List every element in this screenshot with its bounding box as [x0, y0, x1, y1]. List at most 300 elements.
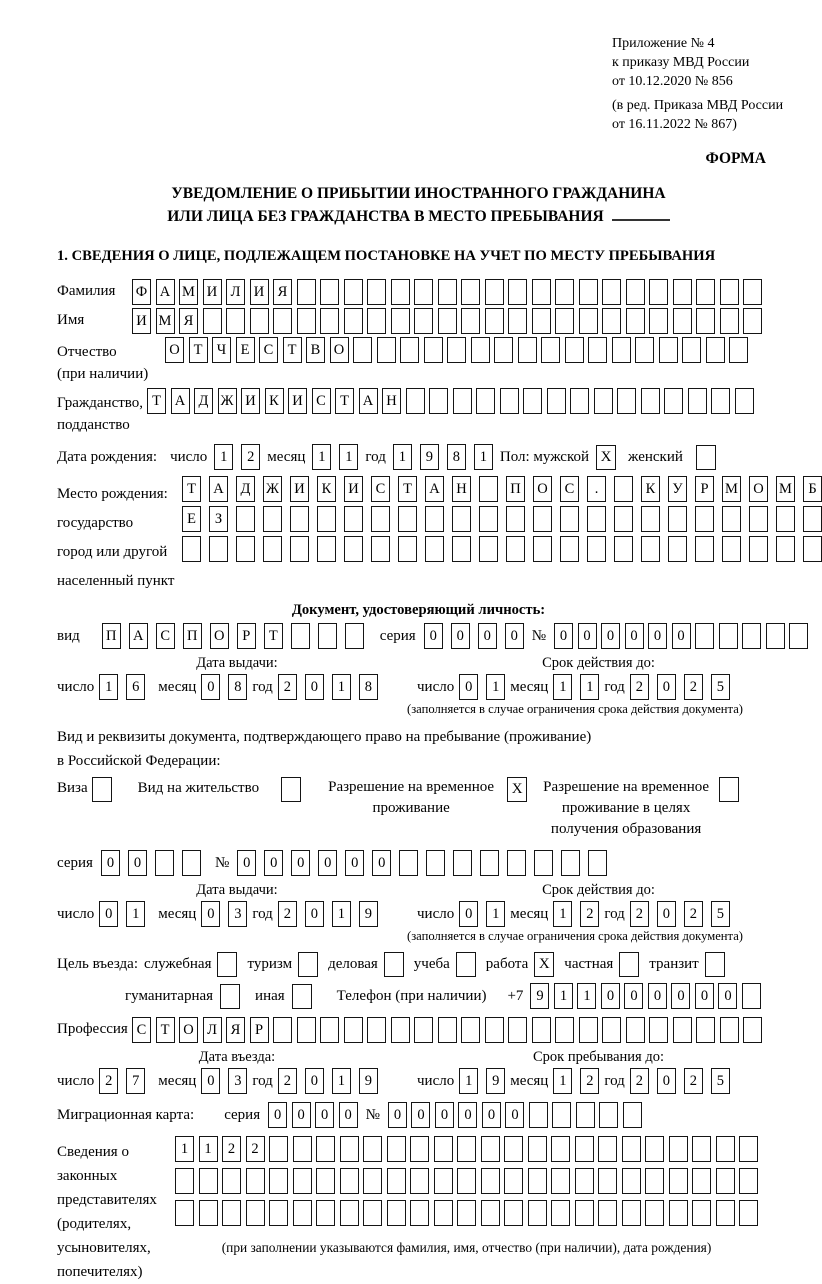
char-box[interactable]	[533, 506, 552, 532]
char-box[interactable]	[269, 1136, 288, 1162]
char-box[interactable]	[316, 1200, 335, 1226]
char-box[interactable]: Т	[147, 388, 166, 414]
char-box[interactable]: Д	[194, 388, 213, 414]
char-box[interactable]	[579, 1017, 598, 1043]
char-box[interactable]	[696, 279, 715, 305]
char-box[interactable]	[273, 1017, 292, 1043]
char-box[interactable]	[711, 388, 730, 414]
char-box[interactable]: 0	[451, 623, 470, 649]
char-box[interactable]	[461, 308, 480, 334]
char-box[interactable]: 0	[292, 1102, 311, 1128]
char-box[interactable]: 5	[711, 674, 730, 700]
char-box[interactable]: Н	[382, 388, 401, 414]
char-box[interactable]	[555, 279, 574, 305]
char-box[interactable]: 0	[505, 1102, 524, 1128]
char-box[interactable]	[387, 1136, 406, 1162]
char-box[interactable]	[320, 308, 339, 334]
char-box[interactable]: 1	[553, 1068, 572, 1094]
char-box[interactable]	[561, 850, 580, 876]
char-box[interactable]	[316, 1136, 335, 1162]
char-box[interactable]	[645, 1200, 664, 1226]
char-box[interactable]: 0	[345, 850, 364, 876]
char-box[interactable]	[434, 1136, 453, 1162]
char-box[interactable]	[344, 308, 363, 334]
char-box[interactable]	[695, 536, 714, 562]
char-box[interactable]: 1	[554, 983, 573, 1009]
char-box[interactable]: Л	[203, 1017, 222, 1043]
char-box[interactable]	[575, 1168, 594, 1194]
char-box[interactable]: 0	[601, 983, 620, 1009]
char-box[interactable]	[222, 1168, 241, 1194]
char-box[interactable]	[588, 850, 607, 876]
business-checkbox[interactable]	[384, 952, 404, 977]
char-box[interactable]	[340, 1136, 359, 1162]
char-box[interactable]	[367, 279, 386, 305]
char-box[interactable]	[391, 308, 410, 334]
char-box[interactable]	[479, 506, 498, 532]
char-box[interactable]	[410, 1168, 429, 1194]
char-box[interactable]: В	[306, 337, 325, 363]
char-box[interactable]: 1	[214, 444, 233, 470]
char-box[interactable]: И	[250, 279, 269, 305]
char-box[interactable]: Т	[335, 388, 354, 414]
char-box[interactable]	[485, 308, 504, 334]
char-box[interactable]	[668, 536, 687, 562]
char-box[interactable]: 1	[332, 674, 351, 700]
char-box[interactable]	[344, 536, 363, 562]
char-box[interactable]	[645, 1168, 664, 1194]
char-box[interactable]	[391, 279, 410, 305]
char-box[interactable]	[222, 1200, 241, 1226]
char-box[interactable]: 9	[420, 444, 439, 470]
char-box[interactable]	[622, 1136, 641, 1162]
char-box[interactable]	[614, 536, 633, 562]
char-box[interactable]	[209, 536, 228, 562]
char-box[interactable]	[500, 388, 519, 414]
char-box[interactable]	[587, 506, 606, 532]
char-box[interactable]: 1	[580, 674, 599, 700]
char-box[interactable]: 0	[672, 623, 691, 649]
char-box[interactable]	[623, 1102, 642, 1128]
char-box[interactable]: О	[210, 623, 229, 649]
char-box[interactable]: 0	[478, 623, 497, 649]
char-box[interactable]: Е	[236, 337, 255, 363]
char-box[interactable]	[626, 279, 645, 305]
char-box[interactable]	[528, 1200, 547, 1226]
char-box[interactable]	[226, 308, 245, 334]
char-box[interactable]	[438, 279, 457, 305]
char-box[interactable]	[317, 536, 336, 562]
char-box[interactable]	[555, 1017, 574, 1043]
char-box[interactable]	[695, 506, 714, 532]
char-box[interactable]	[481, 1168, 500, 1194]
char-box[interactable]	[803, 536, 822, 562]
char-box[interactable]: Ч	[212, 337, 231, 363]
char-box[interactable]: 0	[657, 901, 676, 927]
char-box[interactable]	[293, 1200, 312, 1226]
char-box[interactable]	[729, 337, 748, 363]
char-box[interactable]: Р	[250, 1017, 269, 1043]
char-box[interactable]: 2	[630, 1068, 649, 1094]
char-box[interactable]	[476, 388, 495, 414]
char-box[interactable]: 0	[305, 901, 324, 927]
char-box[interactable]: 0	[268, 1102, 287, 1128]
char-box[interactable]: Ж	[263, 476, 282, 502]
char-box[interactable]: 5	[711, 1068, 730, 1094]
char-box[interactable]	[340, 1200, 359, 1226]
char-box[interactable]: К	[317, 476, 336, 502]
char-box[interactable]: Т	[156, 1017, 175, 1043]
char-box[interactable]: М	[776, 476, 795, 502]
char-box[interactable]: А	[209, 476, 228, 502]
char-box[interactable]	[155, 850, 174, 876]
char-box[interactable]	[453, 388, 472, 414]
char-box[interactable]: М	[156, 308, 175, 334]
char-box[interactable]	[766, 623, 785, 649]
char-box[interactable]: 0	[291, 850, 310, 876]
char-box[interactable]	[641, 388, 660, 414]
study-checkbox[interactable]	[456, 952, 476, 977]
char-box[interactable]	[533, 536, 552, 562]
char-box[interactable]	[236, 506, 255, 532]
char-box[interactable]: К	[265, 388, 284, 414]
char-box[interactable]	[481, 1200, 500, 1226]
transit-checkbox[interactable]	[705, 952, 725, 977]
char-box[interactable]	[377, 337, 396, 363]
char-box[interactable]: 3	[228, 901, 247, 927]
char-box[interactable]	[175, 1168, 194, 1194]
char-box[interactable]: У	[668, 476, 687, 502]
char-box[interactable]: 2	[278, 674, 297, 700]
char-box[interactable]: 1	[175, 1136, 194, 1162]
char-box[interactable]	[716, 1136, 735, 1162]
char-box[interactable]	[199, 1200, 218, 1226]
char-box[interactable]	[175, 1200, 194, 1226]
char-box[interactable]	[290, 506, 309, 532]
char-box[interactable]	[673, 308, 692, 334]
char-box[interactable]: 1	[126, 901, 145, 927]
char-box[interactable]	[659, 337, 678, 363]
char-box[interactable]: А	[129, 623, 148, 649]
char-box[interactable]: 0	[459, 674, 478, 700]
char-box[interactable]: 2	[630, 901, 649, 927]
char-box[interactable]: 1	[393, 444, 412, 470]
char-box[interactable]	[414, 279, 433, 305]
char-box[interactable]	[551, 1200, 570, 1226]
char-box[interactable]	[649, 1017, 668, 1043]
char-box[interactable]: Т	[189, 337, 208, 363]
char-box[interactable]	[635, 337, 654, 363]
char-box[interactable]: 2	[222, 1136, 241, 1162]
char-box[interactable]	[602, 279, 621, 305]
char-box[interactable]	[438, 308, 457, 334]
char-box[interactable]: Я	[179, 308, 198, 334]
char-box[interactable]	[735, 388, 754, 414]
char-box[interactable]: 0	[657, 674, 676, 700]
char-box[interactable]	[626, 1017, 645, 1043]
char-box[interactable]	[297, 308, 316, 334]
char-box[interactable]: Т	[398, 476, 417, 502]
char-box[interactable]: 0	[339, 1102, 358, 1128]
char-box[interactable]	[579, 308, 598, 334]
char-box[interactable]: 7	[126, 1068, 145, 1094]
char-box[interactable]	[485, 1017, 504, 1043]
char-box[interactable]: А	[171, 388, 190, 414]
char-box[interactable]: 2	[630, 674, 649, 700]
char-box[interactable]: Ф	[132, 279, 151, 305]
char-box[interactable]: 1	[553, 901, 572, 927]
char-box[interactable]	[391, 1017, 410, 1043]
char-box[interactable]	[617, 388, 636, 414]
char-box[interactable]	[529, 1102, 548, 1128]
char-box[interactable]: И	[241, 388, 260, 414]
edu-permit-checkbox[interactable]	[719, 777, 739, 802]
char-box[interactable]	[576, 1102, 595, 1128]
char-box[interactable]: 2	[580, 901, 599, 927]
char-box[interactable]	[457, 1168, 476, 1194]
char-box[interactable]	[673, 279, 692, 305]
char-box[interactable]	[246, 1168, 265, 1194]
char-box[interactable]	[739, 1200, 758, 1226]
char-box[interactable]	[425, 506, 444, 532]
char-box[interactable]: 2	[99, 1068, 118, 1094]
char-box[interactable]: 0	[671, 983, 690, 1009]
char-box[interactable]	[622, 1168, 641, 1194]
char-box[interactable]	[398, 506, 417, 532]
other-checkbox[interactable]	[292, 984, 312, 1009]
char-box[interactable]: 1	[332, 901, 351, 927]
char-box[interactable]	[587, 536, 606, 562]
char-box[interactable]: 1	[474, 444, 493, 470]
char-box[interactable]	[367, 1017, 386, 1043]
char-box[interactable]	[199, 1168, 218, 1194]
char-box[interactable]	[645, 1136, 664, 1162]
char-box[interactable]	[749, 506, 768, 532]
char-box[interactable]	[461, 1017, 480, 1043]
char-box[interactable]	[555, 308, 574, 334]
char-box[interactable]	[340, 1168, 359, 1194]
char-box[interactable]	[518, 337, 537, 363]
char-box[interactable]: 2	[684, 674, 703, 700]
char-box[interactable]: Я	[273, 279, 292, 305]
char-box[interactable]	[614, 476, 633, 502]
char-box[interactable]: О	[179, 1017, 198, 1043]
char-box[interactable]	[575, 1136, 594, 1162]
char-box[interactable]	[453, 850, 472, 876]
char-box[interactable]	[803, 506, 822, 532]
char-box[interactable]	[508, 1017, 527, 1043]
char-box[interactable]	[720, 308, 739, 334]
char-box[interactable]	[552, 1102, 571, 1128]
char-box[interactable]: Р	[237, 623, 256, 649]
char-box[interactable]: С	[156, 623, 175, 649]
char-box[interactable]: 0	[305, 674, 324, 700]
char-box[interactable]	[776, 506, 795, 532]
char-box[interactable]: 8	[359, 674, 378, 700]
char-box[interactable]	[541, 337, 560, 363]
char-box[interactable]: С	[259, 337, 278, 363]
char-box[interactable]: С	[312, 388, 331, 414]
char-box[interactable]: 1	[577, 983, 596, 1009]
char-box[interactable]	[602, 1017, 621, 1043]
char-box[interactable]	[504, 1200, 523, 1226]
char-box[interactable]	[481, 1136, 500, 1162]
char-box[interactable]: 0	[388, 1102, 407, 1128]
char-box[interactable]: 0	[578, 623, 597, 649]
char-box[interactable]	[291, 623, 310, 649]
char-box[interactable]: Р	[695, 476, 714, 502]
char-box[interactable]	[504, 1168, 523, 1194]
char-box[interactable]	[434, 1200, 453, 1226]
char-box[interactable]: 8	[228, 674, 247, 700]
char-box[interactable]: 2	[580, 1068, 599, 1094]
char-box[interactable]: И	[132, 308, 151, 334]
private-checkbox[interactable]	[619, 952, 639, 977]
char-box[interactable]: Л	[226, 279, 245, 305]
temp-permit-checkbox[interactable]: X	[507, 777, 527, 802]
char-box[interactable]	[719, 623, 738, 649]
char-box[interactable]: 0	[459, 901, 478, 927]
char-box[interactable]: 1	[339, 444, 358, 470]
char-box[interactable]	[410, 1200, 429, 1226]
char-box[interactable]	[479, 536, 498, 562]
char-box[interactable]	[743, 279, 762, 305]
char-box[interactable]	[579, 279, 598, 305]
char-box[interactable]	[438, 1017, 457, 1043]
char-box[interactable]: 1	[553, 674, 572, 700]
char-box[interactable]	[494, 337, 513, 363]
char-box[interactable]: 2	[278, 1068, 297, 1094]
char-box[interactable]	[692, 1168, 711, 1194]
char-box[interactable]	[720, 1017, 739, 1043]
char-box[interactable]: 1	[312, 444, 331, 470]
char-box[interactable]: Я	[226, 1017, 245, 1043]
char-box[interactable]: 9	[359, 901, 378, 927]
char-box[interactable]	[692, 1136, 711, 1162]
char-box[interactable]: И	[290, 476, 309, 502]
char-box[interactable]	[414, 308, 433, 334]
char-box[interactable]	[716, 1168, 735, 1194]
char-box[interactable]	[203, 308, 222, 334]
char-box[interactable]: С	[371, 476, 390, 502]
char-box[interactable]: А	[156, 279, 175, 305]
char-box[interactable]	[649, 279, 668, 305]
char-box[interactable]	[626, 308, 645, 334]
char-box[interactable]	[565, 337, 584, 363]
char-box[interactable]	[551, 1168, 570, 1194]
char-box[interactable]	[447, 337, 466, 363]
char-box[interactable]	[263, 506, 282, 532]
male-checkbox[interactable]: X	[596, 445, 616, 470]
char-box[interactable]: Е	[182, 506, 201, 532]
char-box[interactable]: 8	[447, 444, 466, 470]
char-box[interactable]	[551, 1136, 570, 1162]
char-box[interactable]	[688, 388, 707, 414]
char-box[interactable]: 1	[332, 1068, 351, 1094]
char-box[interactable]: О	[330, 337, 349, 363]
char-box[interactable]	[479, 476, 498, 502]
char-box[interactable]	[743, 1017, 762, 1043]
char-box[interactable]: 9	[486, 1068, 505, 1094]
char-box[interactable]: 0	[648, 983, 667, 1009]
char-box[interactable]	[614, 506, 633, 532]
tourism-checkbox[interactable]	[298, 952, 318, 977]
char-box[interactable]: 0	[624, 983, 643, 1009]
char-box[interactable]	[371, 536, 390, 562]
char-box[interactable]: 0	[411, 1102, 430, 1128]
char-box[interactable]	[532, 1017, 551, 1043]
char-box[interactable]	[387, 1200, 406, 1226]
char-box[interactable]: 0	[315, 1102, 334, 1128]
char-box[interactable]	[528, 1136, 547, 1162]
char-box[interactable]: М	[722, 476, 741, 502]
char-box[interactable]: 3	[228, 1068, 247, 1094]
char-box[interactable]	[434, 1168, 453, 1194]
char-box[interactable]	[387, 1168, 406, 1194]
char-box[interactable]	[706, 337, 725, 363]
official-checkbox[interactable]	[217, 952, 237, 977]
char-box[interactable]: П	[102, 623, 121, 649]
char-box[interactable]: 0	[305, 1068, 324, 1094]
char-box[interactable]: 0	[695, 983, 714, 1009]
char-box[interactable]	[414, 1017, 433, 1043]
char-box[interactable]	[696, 308, 715, 334]
char-box[interactable]	[547, 388, 566, 414]
char-box[interactable]	[250, 308, 269, 334]
char-box[interactable]	[570, 388, 589, 414]
char-box[interactable]	[668, 506, 687, 532]
char-box[interactable]: 0	[99, 901, 118, 927]
char-box[interactable]	[485, 279, 504, 305]
char-box[interactable]: 6	[126, 674, 145, 700]
char-box[interactable]: 5	[711, 901, 730, 927]
char-box[interactable]	[236, 536, 255, 562]
char-box[interactable]	[269, 1168, 288, 1194]
residence-permit-checkbox[interactable]	[281, 777, 301, 802]
char-box[interactable]: О	[533, 476, 552, 502]
char-box[interactable]	[598, 1168, 617, 1194]
char-box[interactable]: 0	[482, 1102, 501, 1128]
char-box[interactable]	[528, 1168, 547, 1194]
char-box[interactable]	[344, 279, 363, 305]
char-box[interactable]: И	[344, 476, 363, 502]
char-box[interactable]	[716, 1200, 735, 1226]
char-box[interactable]	[722, 536, 741, 562]
char-box[interactable]	[508, 308, 527, 334]
char-box[interactable]: 0	[657, 1068, 676, 1094]
visa-checkbox[interactable]	[92, 777, 112, 802]
char-box[interactable]	[461, 279, 480, 305]
char-box[interactable]	[182, 850, 201, 876]
char-box[interactable]	[344, 1017, 363, 1043]
char-box[interactable]	[560, 536, 579, 562]
char-box[interactable]	[649, 308, 668, 334]
char-box[interactable]: 0	[648, 623, 667, 649]
char-box[interactable]: М	[179, 279, 198, 305]
char-box[interactable]	[742, 983, 761, 1009]
char-box[interactable]	[297, 1017, 316, 1043]
char-box[interactable]: 0	[435, 1102, 454, 1128]
char-box[interactable]	[406, 388, 425, 414]
char-box[interactable]	[742, 623, 761, 649]
char-box[interactable]	[480, 850, 499, 876]
char-box[interactable]: 0	[201, 901, 220, 927]
char-box[interactable]	[399, 850, 418, 876]
char-box[interactable]: 1	[486, 674, 505, 700]
char-box[interactable]	[622, 1200, 641, 1226]
char-box[interactable]: 1	[99, 674, 118, 700]
char-box[interactable]	[669, 1168, 688, 1194]
